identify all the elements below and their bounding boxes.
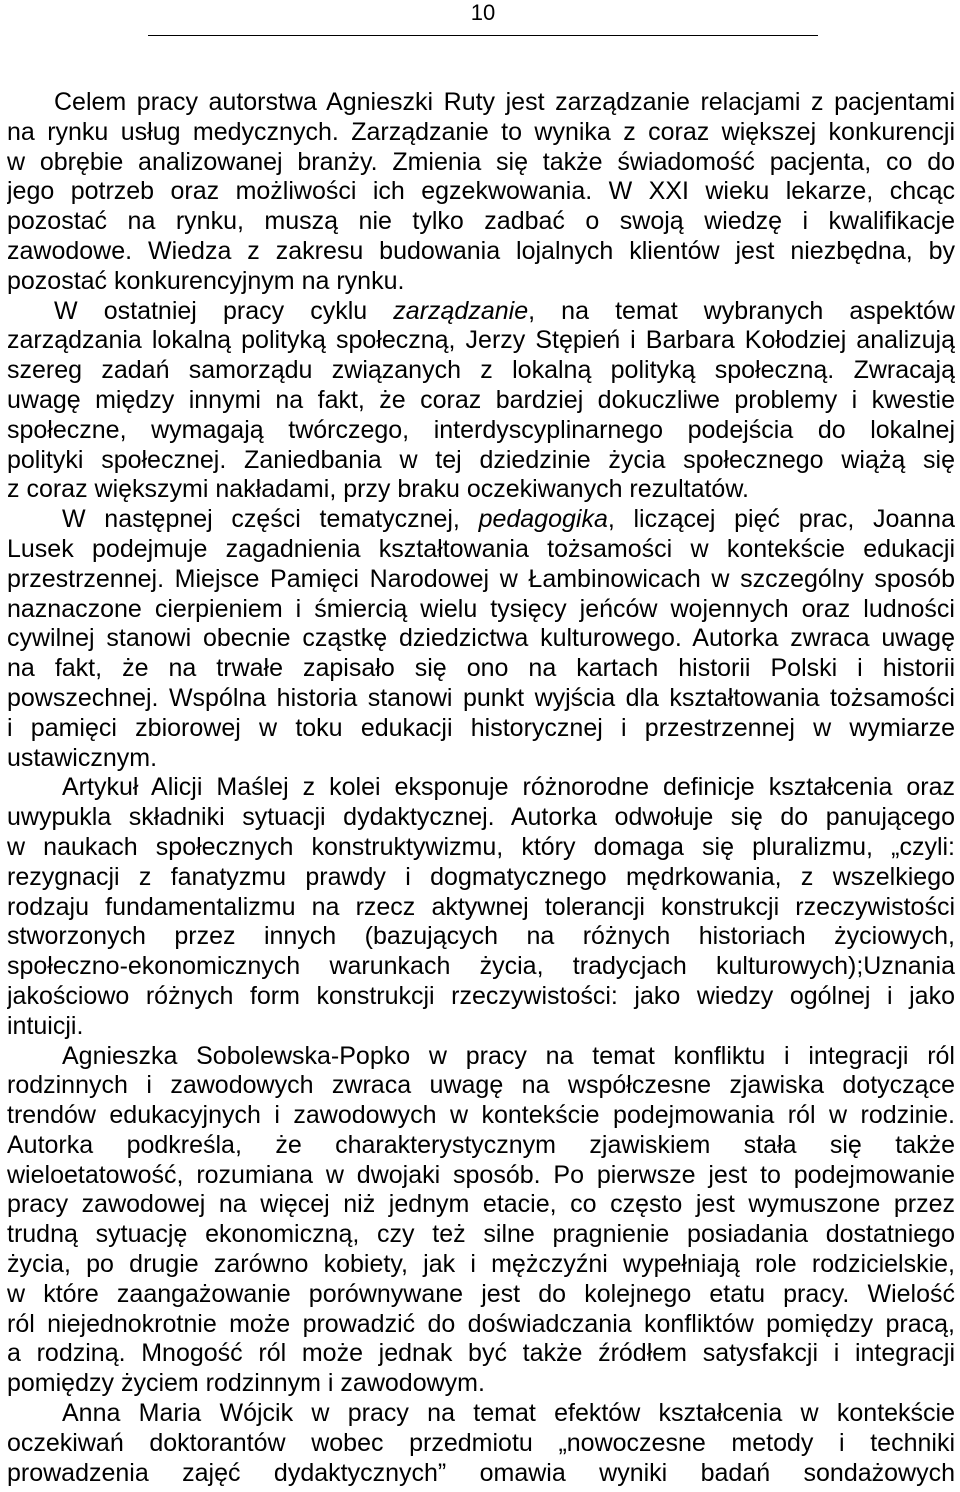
text-line: ról niejednokrotnie może prowadzić do doświadczania konfliktów pomiędzy pracą, <box>7 1309 955 1338</box>
text-line: w naukach społecznych konstruktywizmu, który domaga się pluralizmu, „czyli: <box>7 832 955 861</box>
text-line: rodzaju fundamentalizmu na rzecz aktywnej tolerancji konstrukcji rzeczywistości <box>7 892 955 921</box>
text-line: zarządzania lokalną polityką społeczną, Jerzy Stępień i Barbara Kołodziej analizują <box>7 326 955 355</box>
text-line: polityki społecznej. Zaniedbania w tej dziedzinie życia społecznego wiążą się <box>7 445 955 474</box>
text-line: pozostać konkurencyjnym na rynku. <box>7 266 405 295</box>
text-line: zawodowe. Wiedza z zakresu budowania lojalnych klientów jest niezbędna, by <box>7 236 955 265</box>
text-line: w które zaangażowanie porównywane jest do kolejnego etatu pracy. Wielość <box>7 1279 955 1308</box>
text-segment: , liczącej pięć prac, Joanna <box>607 505 955 534</box>
text-line: społeczne, wymagają twórczego, interdyscyplinarnego podejścia do lokalnej <box>7 415 955 444</box>
text-line: intuicji. <box>7 1011 84 1040</box>
text-line: Celem pracy autorstwa Agnieszki Ruty jest zarządzanie relacjami z pacjentami <box>54 88 955 116</box>
text-line: jego potrzeb oraz możliwości ich egzekwowania. W XXI wieku lekarze, chcąc <box>7 177 955 206</box>
text-line: pozostać na rynku, muszą nie tylko zadbać o swoją wiedzę i kwalifikacje <box>7 207 955 236</box>
text-line: rodzinnych i zawodowych zwraca uwagę na współczesne zjawiska dotyczące <box>7 1071 955 1100</box>
text-line <box>7 297 955 327</box>
text-line: z coraz większymi nakładami, przy braku oczekiwanych rezultatów. <box>7 475 749 504</box>
text-line: a rodziną. Mnogość ról może jednak być także źródłem satysfakcji i integracji <box>7 1339 955 1368</box>
text-line: społeczno-ekonomicznych warunkach życia, tradycjach kulturowych);Uznania <box>7 952 955 981</box>
text-line: Lusek podejmuje zagadnienia kształtowania tożsamości w kontekście edukacji <box>7 534 955 563</box>
paragraph <box>7 505 955 773</box>
text-line: uwagę między innymi na fakt, że coraz bardziej dokuczliwe problemy i kwestie <box>7 385 955 414</box>
text-segment: W następnej części tematycznej, <box>62 505 479 534</box>
text-line: Artykuł Alicji Maślej z kolei eksponuje różnorodne definicje kształcenia oraz <box>62 773 955 802</box>
text-line: pracy zawodowej na więcej niż jednym etacie, co często jest wymuszone przez <box>7 1190 955 1219</box>
text-line: na rynku usług medycznych. Zarządzanie to wynika z coraz większej konkurencji <box>7 117 955 146</box>
text-line: pomiędzy życiem rodzinnym i zawodowym. <box>7 1369 485 1398</box>
text-line: trudną sytuację ekonomiczną, czy też silne pragnienie posiadania dostatniego <box>7 1220 955 1249</box>
text-line: przestrzennej. Miejsce Pamięci Narodowej w Łambinowicach w szczególny sposób <box>7 564 955 593</box>
italic-term: zarządzanie <box>393 296 529 325</box>
text-line: oczekiwań doktorantów wobec przedmiotu „nowoczesne metody i techniki <box>7 1428 955 1457</box>
text-line: życia, po drugie zarówno kobiety, jak i mężczyźni wypełniają role rodzicielskie, <box>7 1250 955 1279</box>
paragraph <box>7 1399 955 1488</box>
paragraph <box>7 88 955 297</box>
text-line: cywilnej stanowi obecnie cząstkę dziedzictwa kulturowego. Autorka zwraca uwagę <box>7 624 955 653</box>
running-header <box>148 0 818 37</box>
text-segment: , na temat wybranych aspektów <box>528 296 955 325</box>
text-line: uwypukla składniki sytuacji dydaktycznej. Autorka odwołuje się do panującego <box>7 803 955 832</box>
text-line: prowadzenia zajęć dydaktycznych” omawia wyniki badań sondażowych <box>7 1458 955 1487</box>
text-line: w obrębie analizowanej branży. Zmienia się także świadomość pacjenta, co do <box>7 147 955 176</box>
italic-term: pedagogika <box>478 505 608 534</box>
header-rule <box>148 35 818 36</box>
body-text <box>7 88 955 1488</box>
text-line: naznaczone cierpieniem i śmiercią wielu tysięcy jeńców wojennych oraz ludności <box>7 594 955 623</box>
text-line: rezygnacji z fanatyzmu prawdy i dogmatycznego mędrkowania, z wszelkiego <box>7 862 955 891</box>
text-line: jakościowo różnych form konstrukcji rzeczywistości: jako wiedzy ogólnej i jako <box>7 981 955 1010</box>
paragraph <box>7 773 955 1041</box>
text-line: trendów edukacyjnych i zawodowych w kontekście podejmowania ról w rodzinie. <box>7 1101 955 1130</box>
text-line: powszechnej. Wspólna historia stanowi punkt wyjścia dla kształtowania tożsamości <box>7 683 955 712</box>
paragraph <box>7 1042 955 1400</box>
text-line: i pamięci zbiorowej w toku edukacji historycznej i przestrzennej w wymiarze <box>7 713 955 742</box>
text-line: Anna Maria Wójcik w pracy na temat efektów kształcenia w kontekście <box>62 1399 955 1428</box>
text-line: Agnieszka Sobolewska-Popko w pracy na temat konfliktu i integracji ról <box>62 1041 955 1070</box>
text-line: Autorka podkreśla, że charakterystycznym zjawiskiem stała się także <box>7 1130 955 1159</box>
text-line: wieloetatowość, rozumiana w dwojaki sposób. Po pierwsze jest to podejmowanie <box>7 1160 955 1189</box>
text-line: szereg zadań samorządu związanych z lokalną polityką społeczną. Zwracają <box>7 356 955 385</box>
page-number: 10 <box>470 0 496 25</box>
text-line: ustawicznym. <box>7 743 158 772</box>
text-segment: W ostatniej pracy cyklu <box>54 296 394 325</box>
paragraph <box>7 297 955 506</box>
text-line: na fakt, że na trwałe zapisało się ono na kartach historii Polski i historii <box>7 654 955 683</box>
text-line <box>7 505 955 535</box>
text-line: stworzonych przez innych (bazujących na różnych historiach życiowych, <box>7 922 955 951</box>
